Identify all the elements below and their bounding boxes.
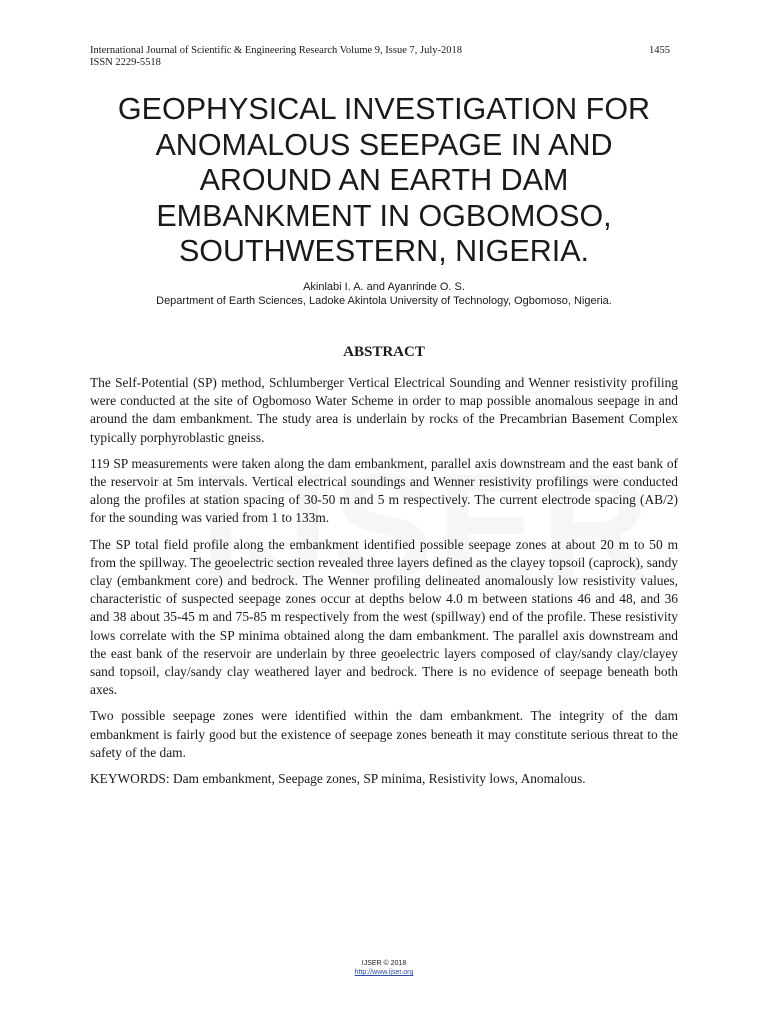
abstract-heading: ABSTRACT [343,344,425,360]
page-header [90,45,670,69]
header-row [90,45,670,57]
footer-copyright: IJSER © 2018 [361,960,407,967]
page-number: 1455 [649,45,670,56]
page-footer [90,959,678,977]
paper-title: GEOPHYSICAL INVESTIGATION FOR ANOMALOUS SEEPAGE IN AND AROUND AN EARTH DAM EMBANKMENT IN OGBOMOSO, SOUTHWESTERN, NIGERIA. [117,92,651,268]
journal-citation: International Journal of Scientific & Engineering Research Volume 9, Issue 7, July-2018 [90,45,462,56]
author-block [90,280,678,308]
author-affiliation: Department of Earth Sciences, Ladoke Akintola University of Technology, Ogbomoso, Nigeria. [156,295,612,307]
abstract-paragraph: 119 SP measurements were taken along the dam embankment, parallel axis downstream and the east bank of the reservoir at 5m intervals. Vertical electrical soundings and Wenner resistivity profilings were conducted along the profiles at station spacing of 30-50 m and 5 m respectively. The current electrode spacing (AB/2) for the sounding was varied from 1 to 133m. [90,455,678,526]
author-names: Akinlabi I. A. and Ayanrinde O. S. [303,281,465,293]
abstract-paragraph: The Self-Potential (SP) method, Schlumberger Vertical Electrical Sounding and Wenner resistivity profiling were conducted at the site of Ogbomoso Water Scheme in order to map possible anomalous seepage in and around the dam embankment. The study area is underlain by rocks of the Precambrian Basement Complex typically porphyroblastic gneiss. [90,375,678,445]
footer-url-link[interactable]: http://www.ijser.org [354,969,414,976]
abstract-paragraph: Two possible seepage zones were identified within the dam embankment. The integrity of the dam embankment is fairly good but the existence of seepage zones beneath it may constitute serious threat to the safety of the dam. [90,708,678,760]
keywords: KEYWORDS: Dam embankment, Seepage zones, SP minima, Resistivity lows, Anomalous. [90,771,586,787]
abstract-body [90,374,678,796]
issn: ISSN 2229-5518 [90,57,161,68]
abstract-paragraph: The SP total field profile along the embankment identified possible seepage zones at about 20 m to 50 m from the spillway. The geoelectric section revealed three layers defined as the clayey topsoil (caprock), sandy clay (embankment core) and bedrock. The Wenner profiling delineated anomalously low resistivity values, characteristic of suspected seepage zones occur at depths below 4.0 m between stations 46 and 48, and 36 and 38 about 35-45 m and 75-85 m respectively from the west (spillway) end of the profile. These resistivity lows correlate with the SP minima obtained along the dam embankment. The parallel axis downstream and the east bank of the reservoir are underlain by three geoelectric layers composed of clay/sandy clay/clayey sand topsoil, clay/sandy clay weathered layer and bedrock. There is no evidence of seepage beneath both axes. [90,536,678,698]
